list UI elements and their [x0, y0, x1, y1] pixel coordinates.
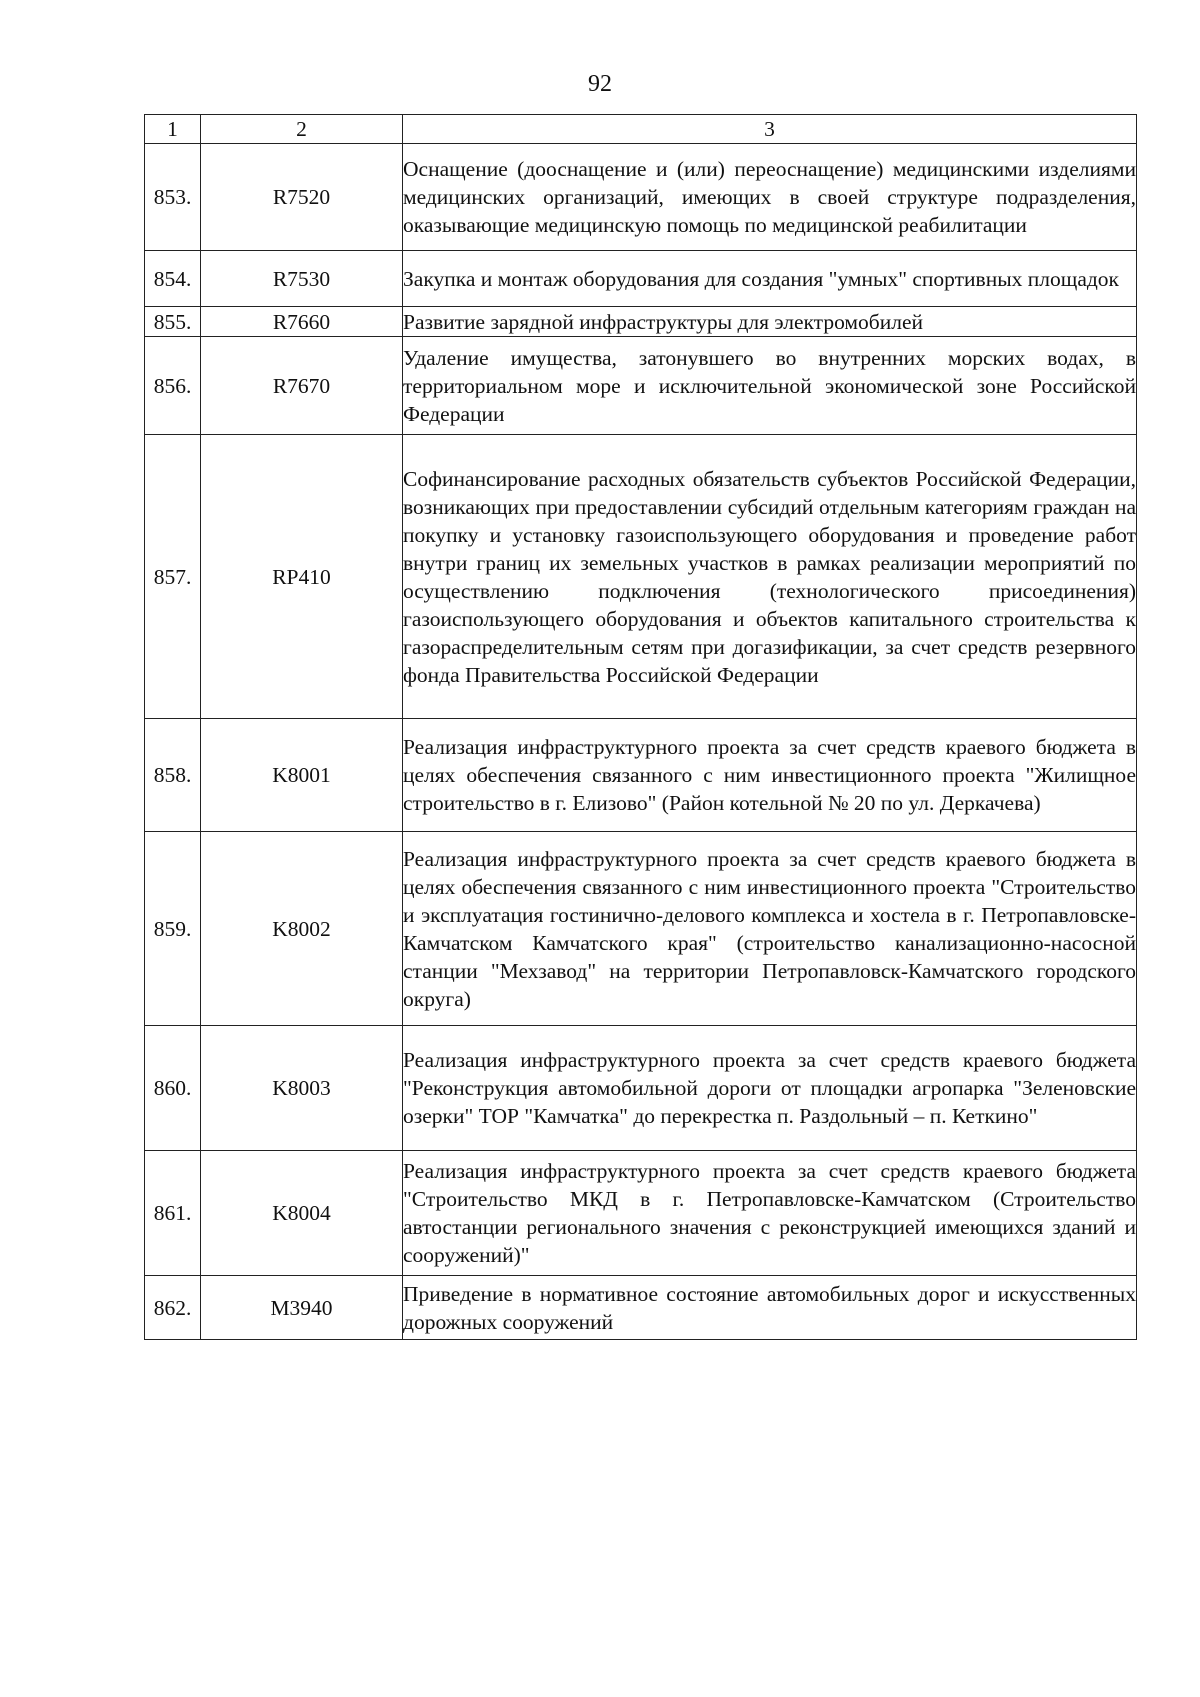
row-description-text: Реализация инфраструктурного проекта за счет средств краевого бюджета в целях обеспечения связанного с ним инвестиционного проекта "Строительство и эксплуатация гостинично-делового комплекса и хостела в г. Петропавловске-Камчатском Камчатского края" (строительство канализационно-насосной станции "Мехзавод" на территории Петропавловск-Камчатского городского округа)	[403, 846, 1136, 1011]
row-code: K8001	[201, 719, 403, 832]
row-description-text: Приведение в нормативное состояние автомобильных дорог и искусственных дорожных сооружений	[403, 1281, 1136, 1334]
table-row	[145, 251, 1137, 307]
header-col-3: 3	[403, 115, 1137, 144]
row-number: 857.	[145, 435, 201, 719]
row-number: 855.	[145, 307, 201, 337]
row-code: K8002	[201, 832, 403, 1026]
row-number: 854.	[145, 251, 201, 307]
row-description	[403, 1026, 1137, 1151]
row-code: M3940	[201, 1276, 403, 1340]
row-description-text: Реализация инфраструктурного проекта за счет средств краевого бюджета "Строительство МКД в г. Петропавловске-Камчатском (Строительство автостанции регионального значения с реконструкцией имеющихся зданий и сооружений)"	[403, 1159, 1136, 1267]
table-row	[145, 144, 1137, 251]
row-description	[403, 832, 1137, 1026]
header-row	[145, 115, 1137, 144]
row-number: 861.	[145, 1151, 201, 1276]
row-number: 860.	[145, 1026, 201, 1151]
row-number: 859.	[145, 832, 201, 1026]
budget-codes-table	[144, 114, 1137, 1340]
row-description-text: Реализация инфраструктурного проекта за счет средств краевого бюджета "Реконструкция автомобильной дороги от площадки агропарка "Зеленовские озерки" ТОР "Камчатка" до перекрестка п. Раздольный – п. Кеткино"	[403, 1048, 1136, 1128]
row-description-text: Удаление имущества, затонувшего во внутренних морских водах, в территориальном море и исключительной экономической зоне Российской Федерации	[403, 345, 1136, 426]
row-number: 862.	[145, 1276, 201, 1340]
table-row	[145, 1026, 1137, 1151]
table-row	[145, 337, 1137, 435]
row-description	[403, 337, 1137, 435]
row-description	[403, 144, 1137, 251]
row-description-text: Развитие зарядной инфраструктуры для электромобилей	[403, 309, 923, 334]
row-code: K8004	[201, 1151, 403, 1276]
table-row	[145, 1276, 1137, 1340]
header-col-1: 1	[145, 115, 201, 144]
row-description-text: Закупка и монтаж оборудования для создания "умных" спортивных площадок	[403, 266, 1119, 291]
table-row	[145, 307, 1137, 337]
row-description	[403, 1151, 1137, 1276]
row-code: RP410	[201, 435, 403, 719]
table-row	[145, 1151, 1137, 1276]
row-number: 856.	[145, 337, 201, 435]
row-code: R7530	[201, 251, 403, 307]
row-description	[403, 435, 1137, 719]
row-description	[403, 719, 1137, 832]
row-description-text: Реализация инфраструктурного проекта за счет средств краевого бюджета в целях обеспечения связанного с ним инвестиционного проекта "Жилищное строительство в г. Елизово" (Район котельной № 20 по ул. Деркачева)	[403, 735, 1136, 815]
row-description	[403, 307, 1137, 337]
row-description-text: Оснащение (дооснащение и (или) переоснащение) медицинскими изделиями медицинских организаций, имеющих в своей структуре подразделения, оказывающие медицинскую помощь по медицинской реабилитации	[403, 157, 1136, 237]
table-row	[145, 435, 1137, 719]
row-number: 858.	[145, 719, 201, 832]
row-number: 853.	[145, 144, 201, 251]
row-code: R7660	[201, 307, 403, 337]
table-header	[145, 115, 1137, 144]
row-description	[403, 251, 1137, 307]
row-description-text: Софинансирование расходных обязательств субъектов Российской Федерации, возникающих при предоставлении субсидий отдельным категориям граждан на покупку и установку газоиспользующего оборудования и проведение работ внутри границ их земельных участков в рамках реализации мероприятий по осуществлению подключения (технологического присоединения) газоиспользующего оборудования и объектов капитального строительства к газораспределительным сетям при догазификации, за счет средств резервного фонда Правительства Российской Федерации	[403, 466, 1136, 687]
table-body	[145, 144, 1137, 1340]
row-code: R7670	[201, 337, 403, 435]
page-number: 92	[588, 71, 612, 97]
row-description	[403, 1276, 1137, 1340]
table-row	[145, 719, 1137, 832]
header-col-2: 2	[201, 115, 403, 144]
row-code: K8003	[201, 1026, 403, 1151]
row-code: R7520	[201, 144, 403, 251]
table-row	[145, 832, 1137, 1026]
